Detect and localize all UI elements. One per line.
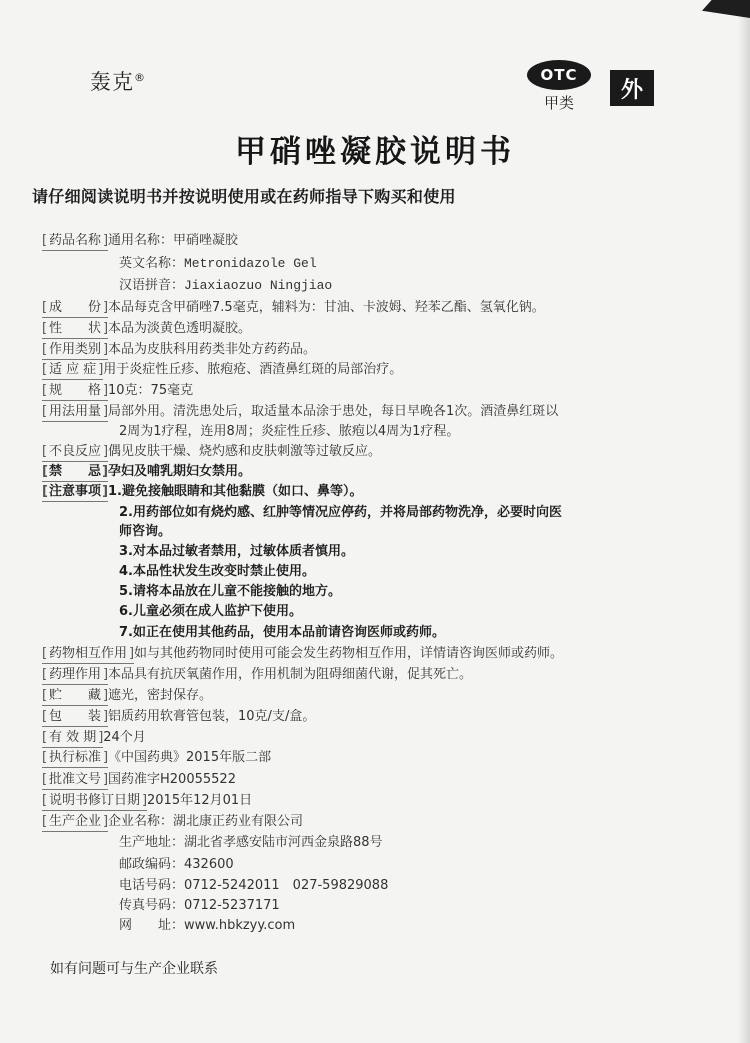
brand-logo [90, 66, 146, 96]
indications-value: 用于炎症性丘疹、脓疱疮、酒渣鼻红斑的局部治疗。 [103, 362, 403, 377]
storage-label: [ 贮 藏 ] [42, 687, 108, 706]
approval-value: 国药准字H20055522 [108, 772, 236, 787]
character-value: 本品为淡黄色透明凝胶。 [108, 321, 252, 336]
composition-value: 本品每克含甲硝唑7.5毫克，辅料为：甘油、卡波姆、羟苯乙酯、氢氧化钠。 [108, 300, 545, 315]
note-item-7: 7.如正在使用其他药品，使用本品前请咨询医师或药师。 [119, 625, 445, 640]
page-title: 甲硝唑凝胶说明书 [235, 134, 515, 170]
pharmacology-value: 本品具有抗厌氧菌作用，作用机制为阻碍细菌代谢，促其死亡。 [108, 667, 473, 682]
external-use-badge: 外 [610, 70, 654, 106]
footer-contact-note: 如有问题可与生产企业联系 [50, 961, 218, 977]
corner-mark [702, 0, 750, 18]
category-row [42, 341, 316, 360]
category-label: [ 作用类别 ] [42, 341, 108, 360]
brand-name: 轰克 [90, 70, 134, 94]
usage-line-1: 局部外用。清洗患处后，取适量本品涂于患处，每日早晚各1次。酒渣鼻红斑以 [108, 404, 559, 419]
standard-value: 《中国药典》2015年版二部 [108, 750, 272, 765]
drug-name-row [42, 232, 238, 251]
manufacturer-phone: 电话号码：0712-5242011 027-59829088 [119, 878, 389, 893]
note-item-2: 2.用药部位如有烧灼感、红肿等情况应停药，并将局部药物洗净，必要时向医 [119, 505, 562, 520]
package-label: [ 包 装 ] [42, 708, 108, 727]
drug-name-english: 英文名称：Metronidazole Gel [119, 256, 317, 271]
package-value: 铝质药用软膏管包装，10克/支/盒。 [108, 709, 316, 724]
note-item-4: 4.本品性状发生改变时禁止使用。 [119, 564, 315, 579]
character-row [42, 320, 251, 339]
contraindication-row [42, 463, 251, 482]
registered-mark: ® [134, 71, 146, 84]
revision-label: [ 说明书修订日期 ] [42, 792, 147, 811]
approval-row [42, 771, 236, 790]
indications-row [42, 361, 402, 380]
drug-name-pinyin: 汉语拼音：Jiaxiaozuo Ningjiao [119, 278, 333, 293]
otc-badge [524, 60, 594, 113]
interaction-label: [ 药物相互作用 ] [42, 645, 134, 664]
composition-row [42, 299, 545, 318]
manufacturer-website: 网 址：www.hbkzyy.com [119, 918, 296, 933]
contraindication-label: [禁 忌] [42, 463, 108, 482]
usage-label: [ 用法用量 ] [42, 403, 108, 422]
drug-name-label: [ 药品名称 ] [42, 232, 108, 251]
interaction-value: 如与其他药物同时使用可能会发生药物相互作用，详情请咨询医师或药师。 [134, 646, 564, 661]
note-item-1: 1.避免接触眼睛和其他黏膜（如口、鼻等）。 [108, 484, 363, 499]
approval-label: [ 批准文号 ] [42, 771, 108, 790]
storage-row [42, 687, 212, 706]
company-name: 企业名称：湖北康正药业有限公司 [108, 814, 304, 829]
notes-row [42, 483, 363, 502]
notes-label: [注意事项] [42, 483, 108, 502]
note-item-3: 3.对本品过敏者禁用，过敏体质者慎用。 [119, 544, 354, 559]
composition-label: [ 成 份 ] [42, 299, 108, 318]
contraindication-value: 孕妇及哺乳期妇女禁用。 [108, 464, 252, 479]
spec-row [42, 382, 193, 401]
standard-row [42, 749, 271, 768]
adverse-row [42, 443, 381, 462]
category-value: 本品为皮肤科用药类非处方药药品。 [108, 342, 317, 357]
note-item-5: 5.请将本品放在儿童不能接触的地方。 [119, 584, 341, 599]
interaction-row [42, 645, 563, 664]
validity-label: [ 有 效 期 ] [42, 729, 103, 748]
pharmacology-row [42, 666, 472, 685]
manufacturer-row [42, 813, 303, 832]
otc-oval: OTC [527, 60, 591, 90]
validity-row [42, 729, 146, 748]
adverse-label: [ 不良反应 ] [42, 443, 108, 462]
revision-value: 2015年12月01日 [147, 793, 253, 808]
otc-class-label: 甲类 [543, 94, 574, 112]
manufacturer-postcode: 邮政编码：432600 [119, 857, 234, 872]
usage-line-2: 2周为1疗程，连用8周；炎症性丘疹、脓疱以4周为1疗程。 [119, 424, 460, 439]
spec-value: 10克：75毫克 [108, 383, 194, 398]
note-item-2-cont: 师咨询。 [119, 524, 172, 539]
revision-row [42, 792, 252, 811]
character-label: [ 性 状 ] [42, 320, 108, 339]
usage-row [42, 403, 558, 422]
pharmacology-label: [ 药理作用 ] [42, 666, 108, 685]
standard-label: [ 执行标准 ] [42, 749, 108, 768]
storage-value: 遮光，密封保存。 [108, 688, 213, 703]
package-row [42, 708, 315, 727]
reading-instruction: 请仔细阅读说明书并按说明使用或在药师指导下购买和使用 [32, 187, 456, 206]
drug-name-generic: 通用名称：甲硝唑凝胶 [108, 233, 239, 248]
manufacturer-address: 生产地址：湖北省孝感安陆市河西金泉路88号 [119, 835, 383, 850]
indications-label: [ 适 应 症 ] [42, 361, 103, 380]
manufacturer-label: [ 生产企业 ] [42, 813, 108, 832]
manufacturer-fax: 传真号码：0712-5237171 [119, 898, 280, 913]
adverse-value: 偶见皮肤干燥、烧灼感和皮肤刺激等过敏反应。 [108, 444, 382, 459]
spec-label: [ 规 格 ] [42, 382, 108, 401]
note-item-6: 6.儿童必须在成人监护下使用。 [119, 604, 302, 619]
validity-value: 24个月 [103, 730, 146, 745]
